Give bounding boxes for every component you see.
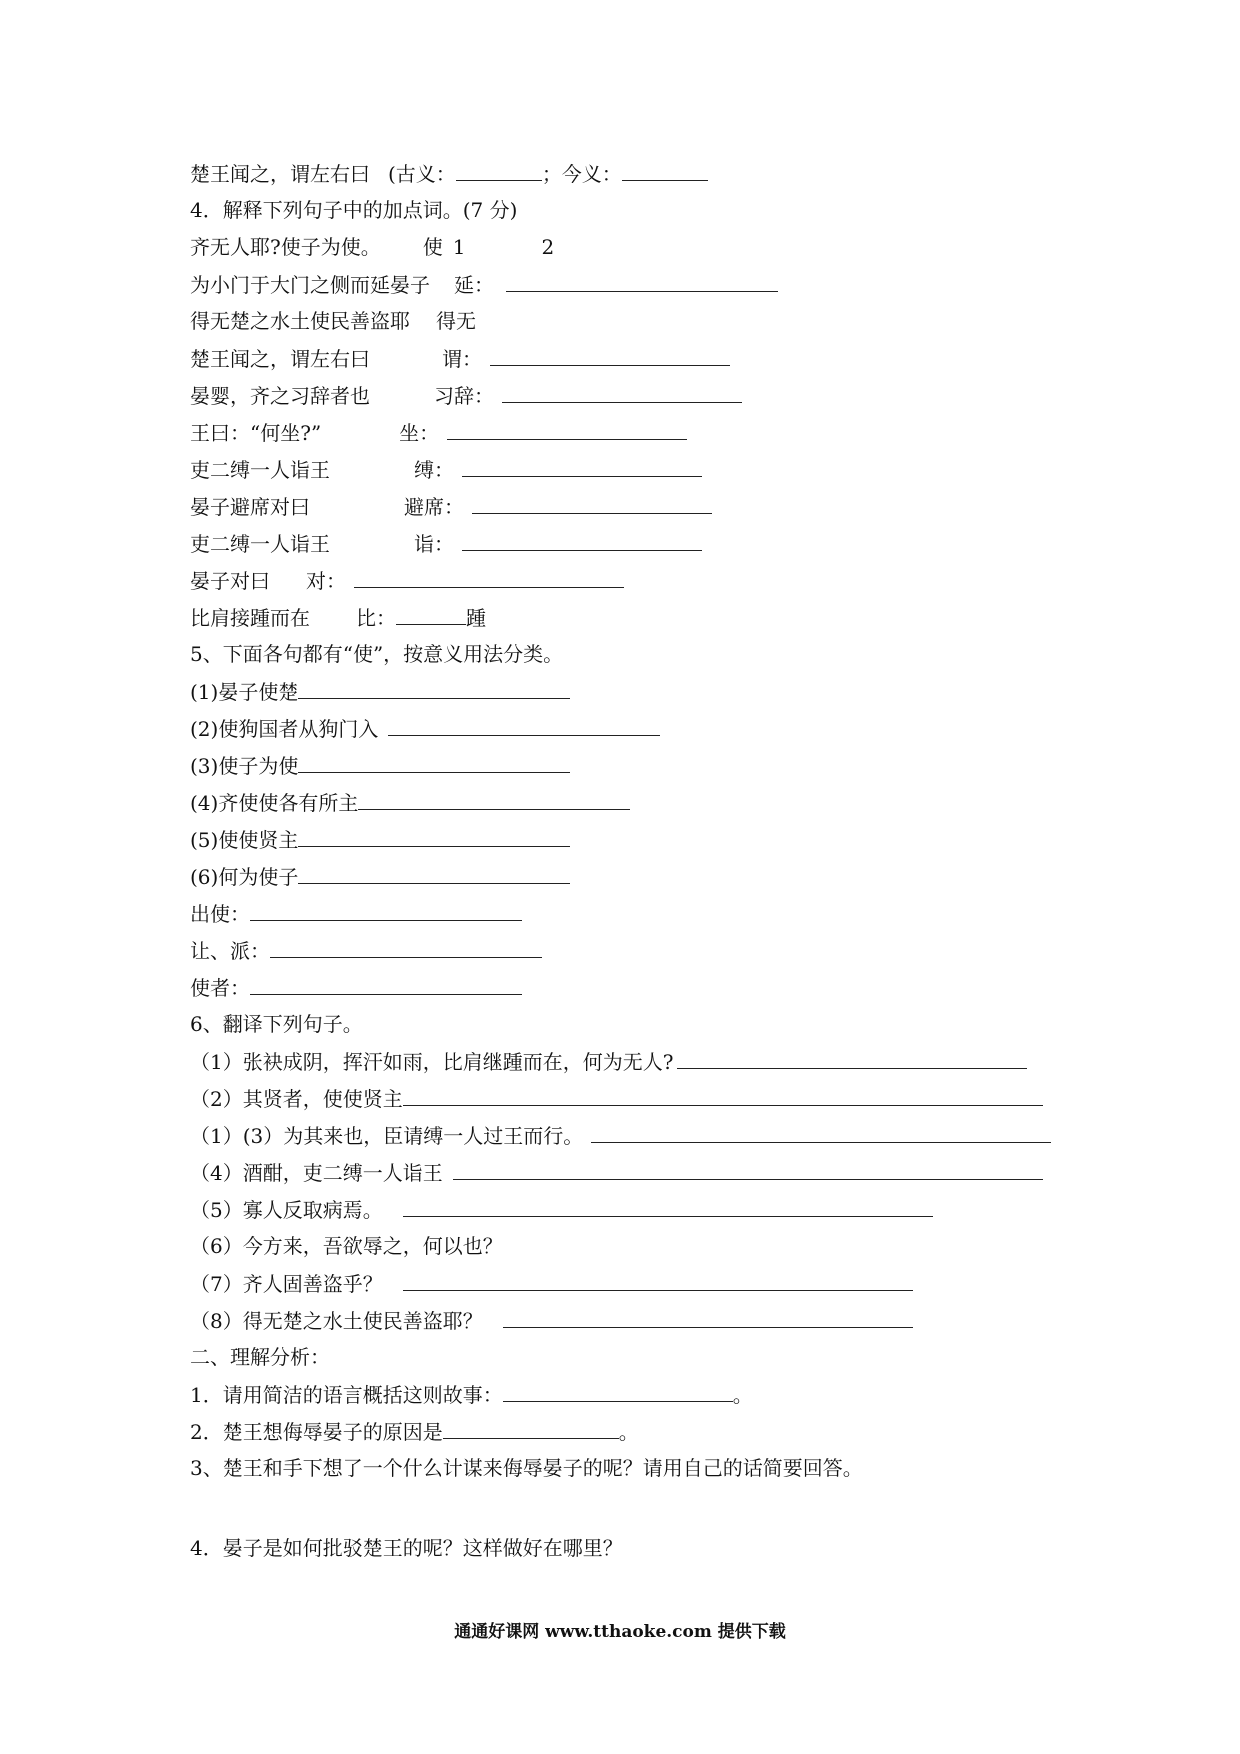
q5-item	[190, 715, 660, 742]
q5-category-label: 使者：	[190, 976, 250, 1000]
q4-term-tail: 踵	[466, 606, 486, 630]
q4-item	[190, 493, 712, 520]
answer-blank[interactable]	[270, 937, 542, 958]
answer-blank[interactable]	[250, 974, 522, 995]
q6-item	[190, 1048, 1027, 1075]
part2-q2-end: 。	[618, 1420, 639, 1444]
q4-heading: 4．解释下列句子中的加点词。(7 分)	[190, 198, 518, 222]
q4-term: 使	[422, 235, 443, 259]
q4-sentence: 吏二缚一人诣王	[190, 532, 330, 556]
q5-sentence: (3)使子为使	[190, 754, 299, 778]
q4-term: 缚：	[414, 458, 454, 482]
q3-tail-text: 楚王闻之，谓左右曰	[190, 162, 370, 186]
q4-item	[190, 271, 778, 298]
q6-item	[190, 1122, 1051, 1149]
q4-term: 对：	[306, 569, 346, 593]
q4-term: 谓：	[442, 347, 482, 371]
q4-item	[190, 530, 702, 557]
q5-sentence: (4)齐使使各有所主	[190, 791, 359, 815]
q4-term: 延：	[454, 273, 494, 297]
q3-tail-line	[190, 160, 708, 187]
answer-blank[interactable]	[354, 567, 624, 588]
q6-heading: 6、翻译下列句子。	[190, 1012, 363, 1036]
answer-blank[interactable]	[298, 678, 570, 699]
q6-item	[190, 1307, 913, 1334]
q3-tail-sep: ；今义：	[541, 162, 622, 186]
answer-blank[interactable]	[403, 1196, 933, 1217]
q5-item	[190, 678, 570, 705]
answer-blank[interactable]	[503, 1307, 913, 1328]
answer-blank[interactable]	[462, 530, 702, 551]
q5-category-label: 出使：	[190, 902, 250, 926]
answer-blank[interactable]	[298, 826, 570, 847]
q5-sentence: (6)何为使子	[190, 865, 299, 889]
answer-blank[interactable]	[506, 271, 778, 292]
q4-item	[190, 456, 702, 483]
q4-number: 2	[541, 235, 555, 259]
q6-item	[190, 1085, 1043, 1112]
q6-sentence: （2）其贤者，使使贤主	[190, 1087, 403, 1111]
q5-sentence: (2)使狗国者从狗门入	[190, 717, 379, 741]
answer-blank[interactable]	[490, 345, 730, 366]
answer-blank[interactable]	[462, 456, 702, 477]
q4-sentence: 晏子避席对曰	[190, 495, 310, 519]
q4-term: 得无	[436, 309, 476, 333]
page-footer: 通通好课网 www.tthaoke.com 提供下载	[454, 1622, 786, 1642]
answer-blank[interactable]	[403, 1085, 1043, 1106]
part2-q1	[190, 1381, 753, 1408]
q6-item	[190, 1159, 1043, 1186]
q5-item	[190, 826, 570, 853]
q6-sentence: （7）齐人固善盗乎？	[190, 1272, 383, 1296]
q4-sentence: 晏婴，齐之习辞者也	[190, 384, 370, 408]
answer-blank[interactable]	[403, 1270, 913, 1291]
q4-sentence: 得无楚之水土使民善盗耶	[190, 309, 410, 333]
answer-blank[interactable]	[456, 160, 542, 181]
answer-blank[interactable]	[591, 1122, 1051, 1143]
q6-item	[190, 1233, 503, 1259]
answer-blank[interactable]	[358, 789, 630, 810]
part2-q2-text: 2．楚王想侮辱晏子的原因是	[190, 1420, 443, 1444]
answer-blank[interactable]	[298, 863, 570, 884]
q4-term: 习辞：	[434, 384, 494, 408]
q5-sentence: (1)晏子使楚	[190, 680, 299, 704]
part2-q3: 3、楚王和手下想了一个什么计谋来侮辱晏子的呢？请用自己的话简要回答。	[190, 1456, 863, 1480]
answer-blank[interactable]	[472, 493, 712, 514]
q4-term: 避席：	[404, 495, 464, 519]
part2-q2	[190, 1418, 639, 1445]
q4-term: 坐：	[399, 421, 440, 445]
q4-item	[190, 308, 476, 334]
q5-item	[190, 863, 570, 890]
q4-sentence: 齐无人耶?使子为使。	[190, 235, 381, 259]
q6-item	[190, 1270, 913, 1297]
q5-category	[190, 937, 542, 964]
answer-blank[interactable]	[503, 1381, 733, 1402]
q4-item	[190, 345, 730, 372]
q4-item	[190, 382, 742, 409]
q5-category	[190, 900, 522, 927]
q6-sentence: （8）得无楚之水土使民善盗耶？	[190, 1309, 483, 1333]
answer-blank[interactable]	[388, 715, 660, 736]
answer-blank[interactable]	[250, 900, 522, 921]
q5-sentence: (5)使使贤主	[190, 828, 299, 852]
q4-sentence: 王曰：“何坐?”	[190, 421, 322, 445]
q4-item	[190, 567, 624, 594]
q5-item	[190, 789, 630, 816]
q5-category	[190, 974, 522, 1001]
answer-blank[interactable]	[447, 419, 687, 440]
q4-sentence: 楚王闻之，谓左右曰	[190, 347, 370, 371]
q6-sentence: （1）张袂成阴，挥汗如雨，比肩继踵而在，何为无人?	[190, 1050, 674, 1074]
q4-item	[190, 604, 486, 631]
answer-blank[interactable]	[502, 382, 742, 403]
part2-q1-end: 。	[732, 1383, 753, 1407]
q4-term: 比：	[356, 606, 396, 630]
q4-item	[190, 234, 554, 260]
q5-item	[190, 752, 570, 779]
q3-tail-paren: (古义：	[388, 162, 456, 186]
answer-blank[interactable]	[677, 1048, 1027, 1069]
q6-sentence: （6）今方来，吾欲辱之，何以也？	[190, 1234, 503, 1258]
q4-sentence: 比肩接踵而在	[190, 606, 310, 630]
q4-sentence: 晏子对曰	[190, 569, 270, 593]
q4-item	[190, 419, 687, 446]
part2-q4: 4．晏子是如何批驳楚王的呢？这样做好在哪里？	[190, 1536, 623, 1560]
q4-sentence: 为小门于大门之侧而延晏子	[190, 273, 430, 297]
q6-sentence: （1）(3）为其来也，臣请缚一人过王而行。	[190, 1124, 584, 1148]
q5-heading: 5、下面各句都有“使”，按意义用法分类。	[190, 642, 564, 666]
q5-category-label: 让、派：	[190, 939, 270, 963]
answer-blank[interactable]	[298, 752, 570, 773]
answer-blank[interactable]	[622, 160, 708, 181]
answer-blank[interactable]	[396, 604, 466, 625]
q6-item	[190, 1196, 933, 1223]
q4-number: 1	[452, 235, 466, 259]
part2-heading: 二、理解分析：	[190, 1345, 330, 1369]
q4-term: 诣：	[414, 532, 454, 556]
q6-sentence: （5）寡人反取病焉。	[190, 1198, 383, 1222]
part2-q1-text: 1．请用简洁的语言概括这则故事：	[190, 1383, 503, 1407]
answer-blank[interactable]	[443, 1418, 619, 1439]
answer-blank[interactable]	[453, 1159, 1043, 1180]
q4-sentence: 吏二缚一人诣王	[190, 458, 330, 482]
q6-sentence: （4）酒酣，吏二缚一人诣王	[190, 1161, 443, 1185]
